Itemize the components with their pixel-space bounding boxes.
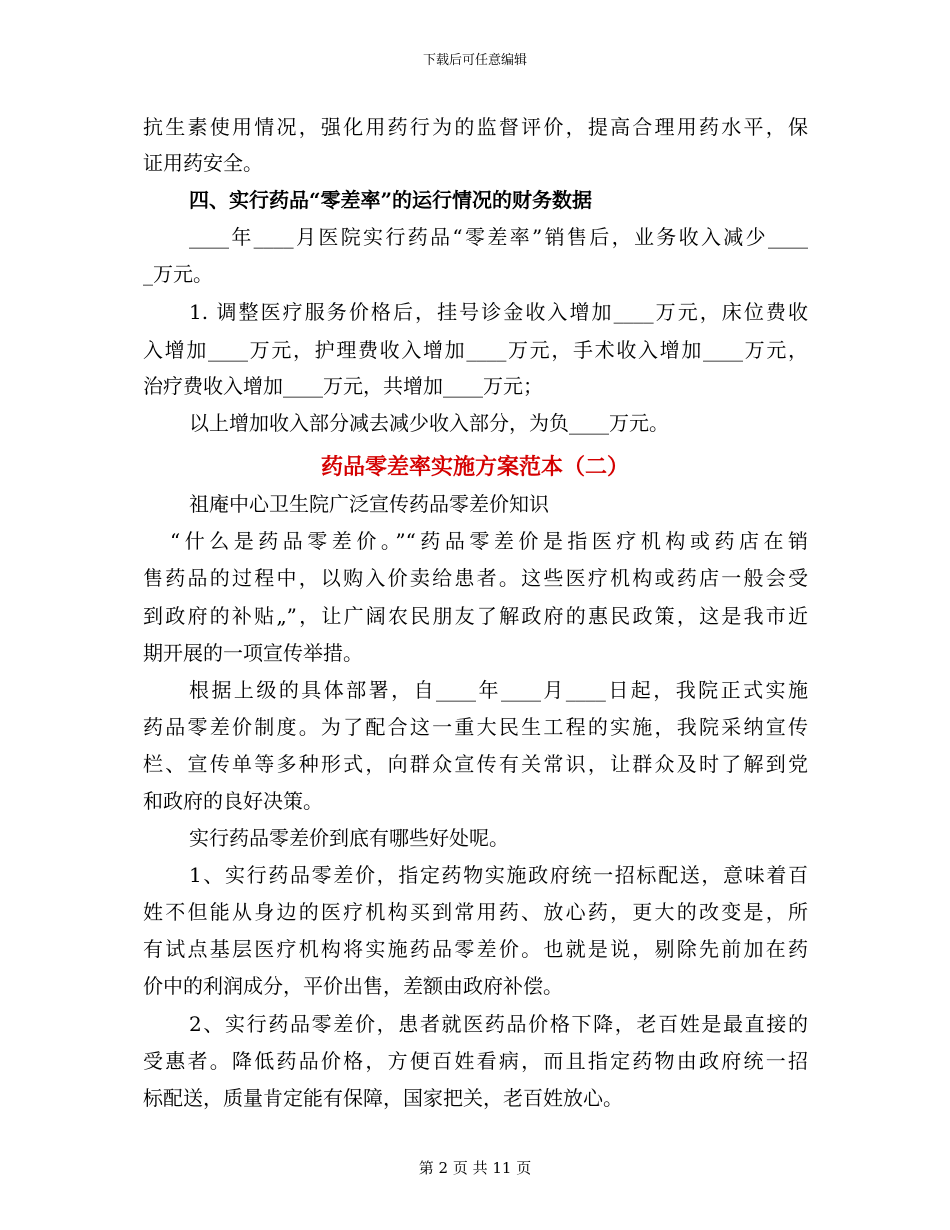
body-line: ____年____月医院实行药品“零差率”销售后，业务收入减少____ [189, 225, 808, 249]
section-title: 药品零差率实施方案范本（二） [320, 455, 629, 480]
body-line: 药品零差价制度。为了配合这一重大民生工程的实施，我院采纳宣传 [143, 715, 808, 739]
body-line: 抗生素使用情况，强化用药行为的监督评价，提高合理用药水平，保 [143, 115, 808, 139]
body-line: 价中的利润成分，平价出售，差额由政府补偿。 [143, 974, 563, 998]
body-line: 实行药品零差价到底有哪些好处呢。 [189, 826, 509, 850]
body-line: 1. 调整医疗服务价格后，挂号诊金收入增加____万元，床位费收 [189, 300, 808, 324]
body-line: 2、实行药品零差价，患者就医药品价格下降，老百姓是最直接的 [189, 1012, 808, 1036]
section-heading: 四、实行药品“零差率”的运行情况的财务数据 [189, 188, 593, 212]
body-line: 和政府的良好决策。 [143, 789, 323, 813]
page-number: 第 2 页 共 11 页 [418, 1159, 532, 1177]
body-line: 售药品的过程中，以购入价卖给患者。这些医疗机构或药店一般会受 [143, 566, 808, 590]
body-line: 证用药安全。 [143, 151, 263, 175]
body-line: 栏、宣传单等多种形式，向群众宣传有关常识，让群众及时了解到党 [143, 752, 808, 776]
body-line: 姓不但能从身边的医疗机构买到常用药、放心药，更大的改变是，所 [143, 900, 808, 924]
body-line: 入增加____万元，护理费收入增加____万元，手术收入增加____万元， [143, 338, 808, 362]
body-line: 1、实行药品零差价，指定药物实施政府统一招标配送，意味着百 [189, 863, 808, 887]
body-line: 有试点基层医疗机构将实施药品零差价。也就是说，剔除先前加在药 [143, 937, 808, 961]
body-line: 受惠者。降低药品价格，方便百姓看病，而且指定药物由政府统一招 [143, 1049, 808, 1073]
body-line: 到政府的补贴„”，让广阔农民朋友了解政府的惠民政策，这是我市近 [143, 604, 808, 628]
body-line: 以上增加收入部分减去减少收入部分，为负____万元。 [189, 411, 669, 435]
body-line: _万元。 [143, 262, 213, 286]
body-line: 治疗费收入增加____万元，共增加____万元； [143, 374, 543, 398]
body-line: 根据上级的具体部署，自____年____月____日起，我院正式实施 [189, 678, 808, 702]
page-header-note: 下载后可任意编辑 [422, 53, 527, 68]
body-line: “什么是药品零差价。”“药品零差价是指医疗机构或药店在销 [170, 529, 808, 553]
body-line: 标配送，质量肯定能有保障，国家把关，老百姓放心。 [143, 1086, 623, 1110]
body-line: 期开展的一项宣传举措。 [143, 641, 363, 665]
body-line: 祖庵中心卫生院广泛宣传药品零差价知识 [189, 492, 549, 516]
